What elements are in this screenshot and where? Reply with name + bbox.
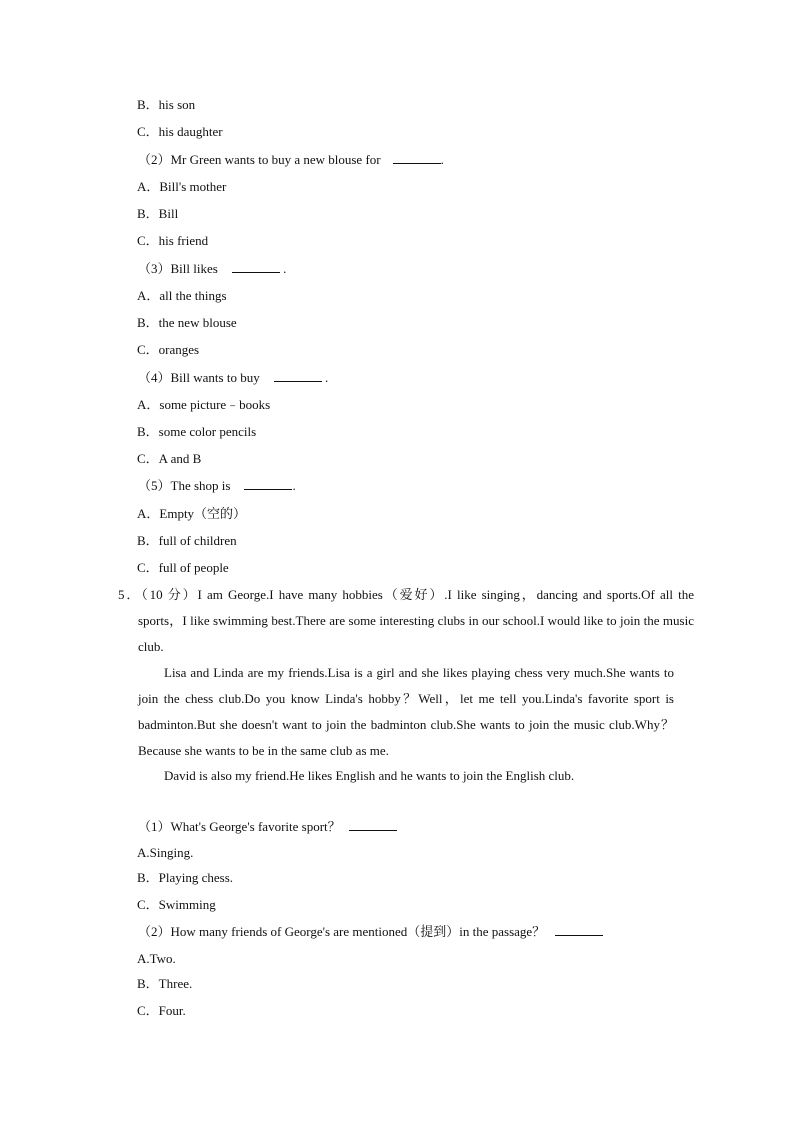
question-stem: （2）How many friends of George's are mentioned（提到）in the passage？: [138, 924, 603, 940]
answer-blank: [393, 152, 441, 164]
option-b: B．some color pencils: [137, 424, 257, 439]
option-c: C．Swimming: [137, 897, 216, 912]
option-a: A．Empty（空的）: [137, 506, 247, 521]
passage-paragraph: Lisa and Linda are my friends.Lisa is a girl and she likes playing chess very much.She wants to join the chess club.Do you know Linda's hobby？Well，let me tell you.Linda's favorite sport is badminton.But she doesn't want to join the badminton club.She wants to join the music club.Why？Because she wants to be in the same club as me.: [138, 665, 674, 758]
option-c: C．his daughter: [137, 124, 223, 139]
question-stem: （5）The shop is .: [138, 478, 296, 493]
answer-blank: [232, 261, 280, 273]
question-stem: （3）Bill likes .: [138, 261, 287, 276]
option-a: A．some picture﹣books: [137, 397, 271, 412]
option-b: B．Three.: [137, 976, 193, 991]
option-b: B．Playing chess.: [137, 870, 234, 885]
option-a: A.Two.: [137, 951, 176, 966]
question-stem: （2）Mr Green wants to buy a new blouse for .: [138, 152, 444, 167]
option-a: A.Singing.: [137, 845, 194, 860]
answer-blank: [555, 924, 603, 936]
option-c: C．A and B: [137, 451, 202, 466]
answer-blank: [274, 370, 322, 382]
option-c: C．Four.: [137, 1003, 186, 1018]
passage-paragraph: David is also my friend.He likes English and he wants to join the English club.: [164, 768, 575, 783]
option-c: C．oranges: [137, 342, 200, 357]
question-5-intro: 5．（10 分）I am George.I have many hobbies（爱好）.I like singing，dancing and sports.Of all the sports，I like swimming best.There are some interesting clubs in our school.I would like to join the music club.: [118, 587, 694, 654]
question-stem: （4）Bill wants to buy .: [138, 370, 329, 385]
answer-blank: [244, 478, 292, 490]
option-b: B．his son: [137, 97, 196, 112]
option-b: B．the new blouse: [137, 315, 237, 330]
option-c: C．full of people: [137, 560, 229, 575]
answer-blank: [349, 819, 397, 831]
option-a: A．all the things: [137, 288, 227, 303]
option-a: A．Bill's mother: [137, 179, 227, 194]
option-b: B．full of children: [137, 533, 237, 548]
option-b: B．Bill: [137, 206, 179, 221]
option-c: C．his friend: [137, 233, 209, 248]
question-stem: （1）What's George's favorite sport？: [138, 819, 397, 835]
